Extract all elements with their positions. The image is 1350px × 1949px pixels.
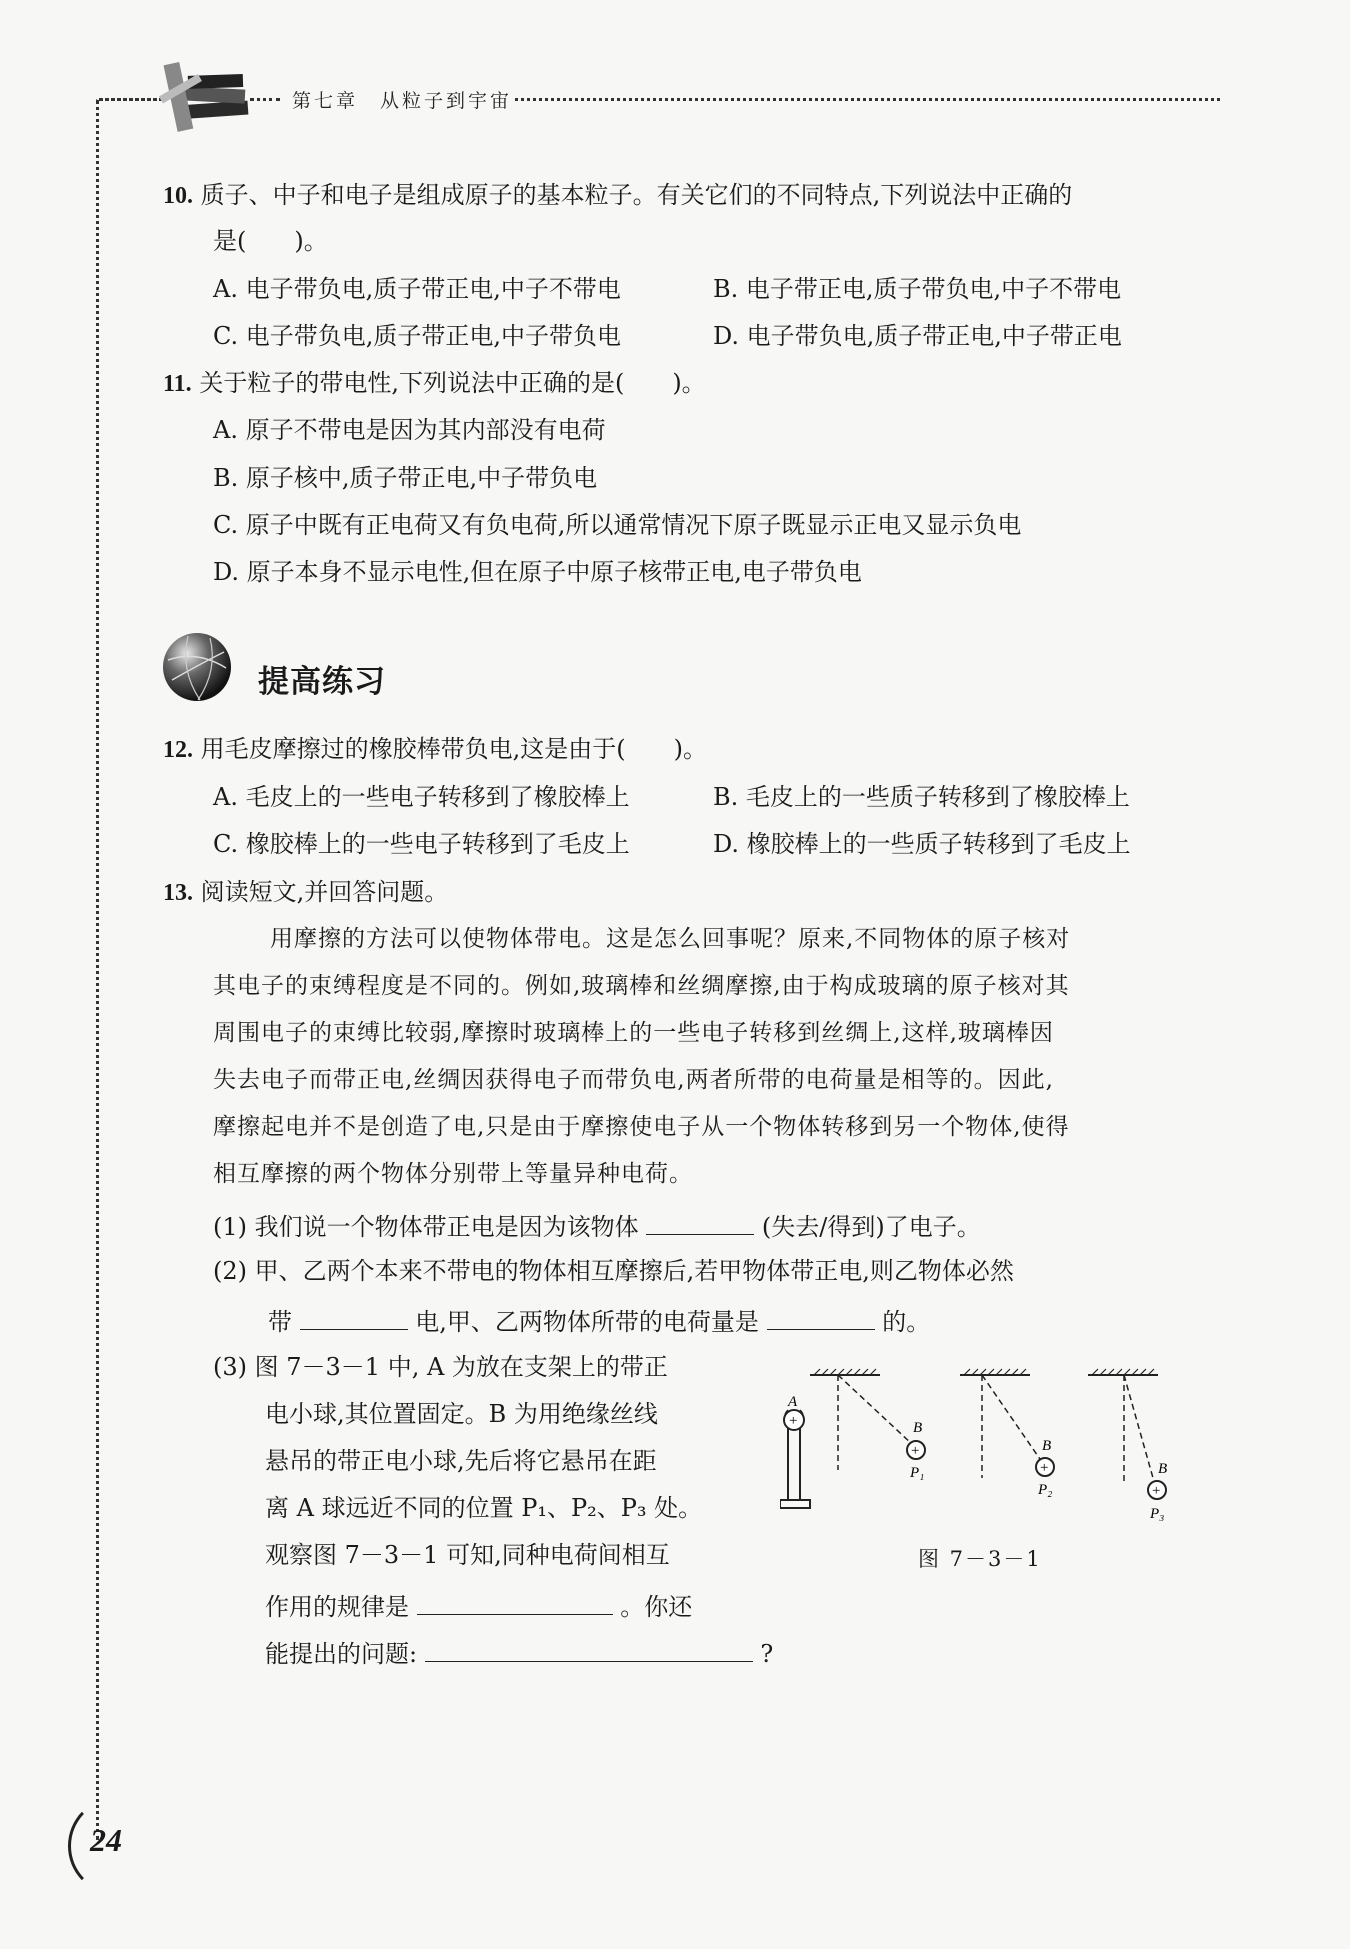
subquestion-text: ? xyxy=(760,1640,774,1668)
option-b: B. 毛皮上的一些质子转移到了橡胶棒上 xyxy=(713,783,1130,811)
option-a: A. 原子不带电是因为其内部没有电荷 xyxy=(213,416,606,444)
label-p3: P₃ xyxy=(1150,1506,1165,1522)
passage-line: 摩擦起电并不是创造了电,只是由于摩擦使电子从一个物体转移到另一个物体,使得 xyxy=(213,1114,1070,1140)
plus-sign: + xyxy=(1152,1483,1161,1499)
question-number: 11. xyxy=(163,371,192,397)
figure-7-3-1 xyxy=(780,1360,1200,1570)
subquestion-2: (2) 甲、乙两个本来不带电的物体相互摩擦后,若甲物体带正电,则乙物体必然 xyxy=(213,1257,1014,1285)
suspension-p1 xyxy=(810,1369,925,1481)
label-b: B xyxy=(1042,1438,1052,1454)
subquestion-text: (1) 我们说一个物体带正电是因为该物体 xyxy=(213,1213,639,1241)
question-number: 13. xyxy=(163,880,193,906)
subquestion-2-cont xyxy=(268,1303,930,1337)
page-number: 24 xyxy=(90,1822,122,1858)
answer-blank[interactable] xyxy=(767,1303,875,1330)
option-d: D. 原子本身不显示电性,但在原子中原子核带正电,电子带负电 xyxy=(213,558,862,586)
question-11 xyxy=(163,368,706,399)
stand-with-ball-a xyxy=(780,1394,810,1508)
question-number: 12. xyxy=(163,737,193,763)
subquestion-3-line: 离 A 球远近不同的位置 P₁、P₂、P₃ 处。 xyxy=(265,1494,703,1522)
passage-line: 周围电子的束缚比较弱,摩擦时玻璃棒上的一些电子转移到丝绸上,这样,玻璃棒因 xyxy=(213,1020,1054,1046)
question-number: 10. xyxy=(163,183,193,209)
page-border-left xyxy=(96,100,99,1840)
question-text: 关于粒子的带电性,下列说法中正确的是( )。 xyxy=(199,369,706,397)
header-dots-right xyxy=(515,98,1220,101)
label-p2: P₂ xyxy=(1038,1482,1053,1498)
subquestion-3-line: 悬吊的带正电小球,先后将它悬吊在距 xyxy=(265,1447,657,1475)
globe-icon xyxy=(160,630,235,705)
subquestion-text: 作用的规律是 xyxy=(265,1593,409,1621)
question-13 xyxy=(163,877,448,908)
figure-caption: 图 7－3－1 xyxy=(918,1547,1042,1571)
subquestion-3-line xyxy=(265,1588,692,1622)
question-text: 阅读短文,并回答问题。 xyxy=(200,878,449,906)
option-d: D. 橡胶棒上的一些质子转移到了毛皮上 xyxy=(713,830,1131,858)
subquestion-text: 电,甲、乙两物体所带的电荷量是 xyxy=(415,1308,759,1336)
subquestion-3-line xyxy=(265,1635,773,1669)
question-10 xyxy=(163,180,1072,211)
subquestion-3-line: 观察图 7－3－1 可知,同种电荷间相互 xyxy=(265,1541,670,1569)
subquestion-3: (3) 图 7－3－1 中, A 为放在支架上的带正 xyxy=(213,1353,668,1381)
passage-line: 失去电子而带正电,丝绸因获得电子而带负电,两者所带的电荷量是相等的。因此, xyxy=(213,1067,1054,1093)
option-d: D. 电子带负电,质子带正电,中子带正电 xyxy=(713,322,1122,350)
subquestion-3-line: 电小球,其位置固定。B 为用绝缘丝线 xyxy=(265,1400,658,1428)
question-12 xyxy=(163,734,707,765)
subquestion-text: 。你还 xyxy=(620,1593,693,1621)
option-c: C. 橡胶棒上的一些电子转移到了毛皮上 xyxy=(213,830,630,858)
section-title: 提高练习 xyxy=(258,664,386,700)
answer-blank[interactable] xyxy=(417,1588,613,1615)
chapter-header: 第七章 从粒子到宇宙 xyxy=(292,90,513,112)
plus-sign: + xyxy=(1040,1460,1049,1476)
label-b: B xyxy=(1158,1461,1168,1477)
answer-blank[interactable] xyxy=(300,1303,408,1330)
question-text: 质子、中子和电子是组成原子的基本粒子。有关它们的不同特点,下列说法中正确的 xyxy=(200,181,1073,209)
subquestion-text: 能提出的问题: xyxy=(265,1640,418,1668)
header-border xyxy=(96,98,166,101)
plus-sign: + xyxy=(789,1413,798,1429)
option-b: B. 电子带正电,质子带负电,中子不带电 xyxy=(713,275,1122,303)
label-a: A xyxy=(788,1394,798,1410)
subquestion-text: 的。 xyxy=(882,1308,931,1336)
option-c: C. 电子带负电,质子带正电,中子带负电 xyxy=(213,322,622,350)
subquestion-1 xyxy=(213,1208,981,1242)
subquestion-text: 带 xyxy=(268,1308,292,1336)
answer-blank[interactable] xyxy=(646,1208,754,1235)
passage-line: 用摩擦的方法可以使物体带电。这是怎么回事呢？原来,不同物体的原子核对 xyxy=(270,926,1071,952)
passage-line: 其电子的束缚程度是不同的。例如,玻璃棒和丝绸摩擦,由于构成玻璃的原子核对其 xyxy=(213,973,1070,999)
passage-line: 相互摩擦的两个物体分别带上等量异种电荷。 xyxy=(213,1161,693,1187)
label-p1: P₁ xyxy=(910,1465,925,1481)
option-a: A. 电子带负电,质子带正电,中子不带电 xyxy=(213,275,621,303)
suspension-p3 xyxy=(1088,1369,1167,1522)
option-c: C. 原子中既有正电荷又有负电荷,所以通常情况下原子既显示正电又显示负电 xyxy=(213,511,1022,539)
books-logo-icon xyxy=(158,55,258,135)
subquestion-text: (失去/得到)了电子。 xyxy=(761,1213,981,1241)
plus-sign: + xyxy=(911,1443,920,1459)
option-a: A. 毛皮上的一些电子转移到了橡胶棒上 xyxy=(213,783,630,811)
answer-blank[interactable] xyxy=(425,1635,753,1662)
option-b: B. 原子核中,质子带正电,中子带负电 xyxy=(213,464,598,492)
suspension-p2 xyxy=(960,1369,1054,1498)
question-text: 用毛皮摩擦过的橡胶棒带负电,这是由于( )。 xyxy=(200,735,707,763)
label-b: B xyxy=(913,1420,923,1436)
question-text-cont: 是( )。 xyxy=(213,227,328,255)
